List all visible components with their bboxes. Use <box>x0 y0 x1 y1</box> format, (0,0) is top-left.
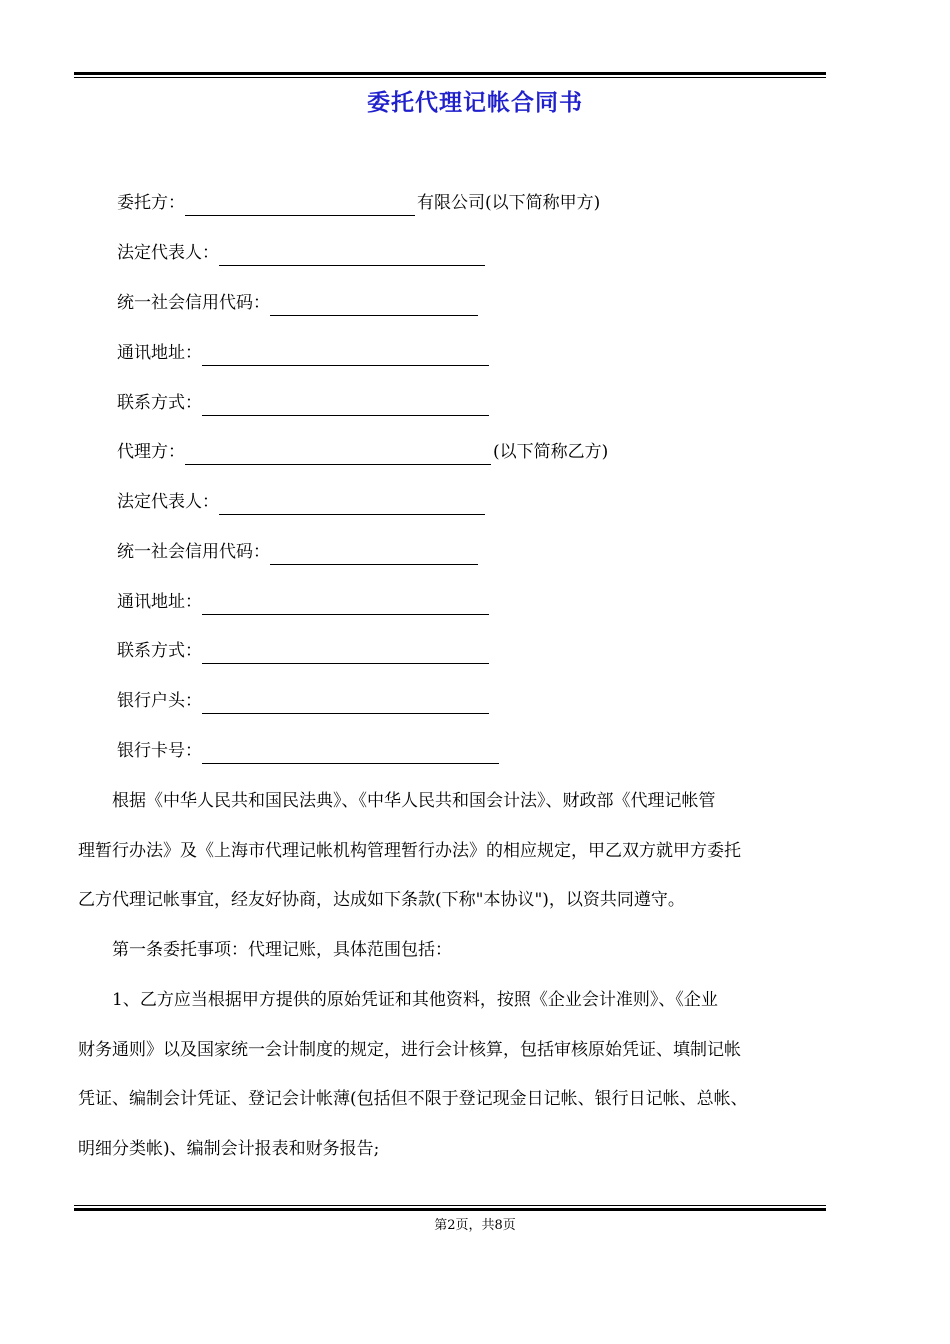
field-agent-credit-code <box>117 539 480 565</box>
paragraph-line: 根据《中华人民共和国民法典》、《中华人民共和国会计法》、财政部《代理记帐管 <box>78 791 716 811</box>
field-label: 联系方式： <box>117 393 202 413</box>
field-label: 联系方式： <box>117 641 202 661</box>
fill-blank[interactable] <box>202 643 489 664</box>
field-label: 法定代表人： <box>117 492 219 512</box>
field-label: 委托方： <box>117 193 185 213</box>
fill-blank[interactable] <box>219 494 485 515</box>
fill-blank[interactable] <box>202 594 489 615</box>
fill-blank[interactable] <box>202 693 489 714</box>
paragraph-line: 乙方代理记帐事宜，经友好协商，达成如下条款(下称"本协议")，以资共同遵守。 <box>78 890 685 911</box>
field-label: 通讯地址： <box>117 343 202 363</box>
fill-blank[interactable] <box>270 544 478 565</box>
field-label: 统一社会信用代码： <box>117 542 270 562</box>
fill-blank[interactable] <box>185 444 491 465</box>
paragraph-line: 第一条委托事项：代理记账，具体范围包括： <box>78 940 452 960</box>
field-label: 代理方： <box>117 442 185 462</box>
footer-rule <box>74 1205 826 1206</box>
field-agent <box>117 439 608 465</box>
paragraph-line: 理暂行办法》及《上海市代理记帐机构管理暂行办法》的相应规定，甲乙双方就甲方委托 <box>78 840 741 861</box>
paragraph-line: 凭证、编制会计凭证、登记会计帐薄(包括但不限于登记现金日记帐、银行日记帐、总帐、 <box>78 1089 748 1110</box>
page-number: 第2页，共8页 <box>434 1218 516 1233</box>
fill-blank[interactable] <box>202 395 489 416</box>
fill-blank[interactable] <box>185 195 415 216</box>
field-label: 通讯地址： <box>117 592 202 612</box>
field-label: 法定代表人： <box>117 243 219 263</box>
field-client <box>117 190 600 216</box>
field-suffix: (以下简称乙方) <box>493 442 609 462</box>
field-client-contact <box>117 390 491 416</box>
fill-blank[interactable] <box>202 743 499 764</box>
header-rule <box>74 72 826 75</box>
preamble-paragraph <box>78 777 828 926</box>
field-client-address <box>117 340 491 366</box>
article-one-heading <box>78 926 828 976</box>
document-title: 委托代理记帐合同书 <box>367 90 583 116</box>
field-suffix: 有限公司(以下简称甲方) <box>417 193 601 213</box>
field-client-credit-code <box>117 290 480 316</box>
article-one-item-1 <box>78 976 828 1175</box>
fill-blank[interactable] <box>219 245 485 266</box>
field-agent-representative <box>117 489 487 515</box>
field-agent-address <box>117 589 491 615</box>
fill-blank[interactable] <box>202 345 489 366</box>
field-bank-card-number <box>117 738 501 764</box>
field-bank-account-name <box>117 688 491 714</box>
paragraph-line: 1、乙方应当根据甲方提供的原始凭证和其他资料，按照《企业会计准则》、《企业 <box>78 990 718 1010</box>
field-label: 银行户头： <box>117 691 202 711</box>
field-client-representative <box>117 240 487 266</box>
paragraph-line: 财务通则》以及国家统一会计制度的规定，进行会计核算，包括审核原始凭证、填制记帐 <box>78 1039 741 1060</box>
field-label: 统一社会信用代码： <box>117 293 270 313</box>
field-agent-contact <box>117 638 491 664</box>
field-label: 银行卡号： <box>117 741 202 761</box>
paragraph-line: 明细分类帐)、编制会计报表和财务报告; <box>78 1139 380 1160</box>
fill-blank[interactable] <box>270 295 478 316</box>
